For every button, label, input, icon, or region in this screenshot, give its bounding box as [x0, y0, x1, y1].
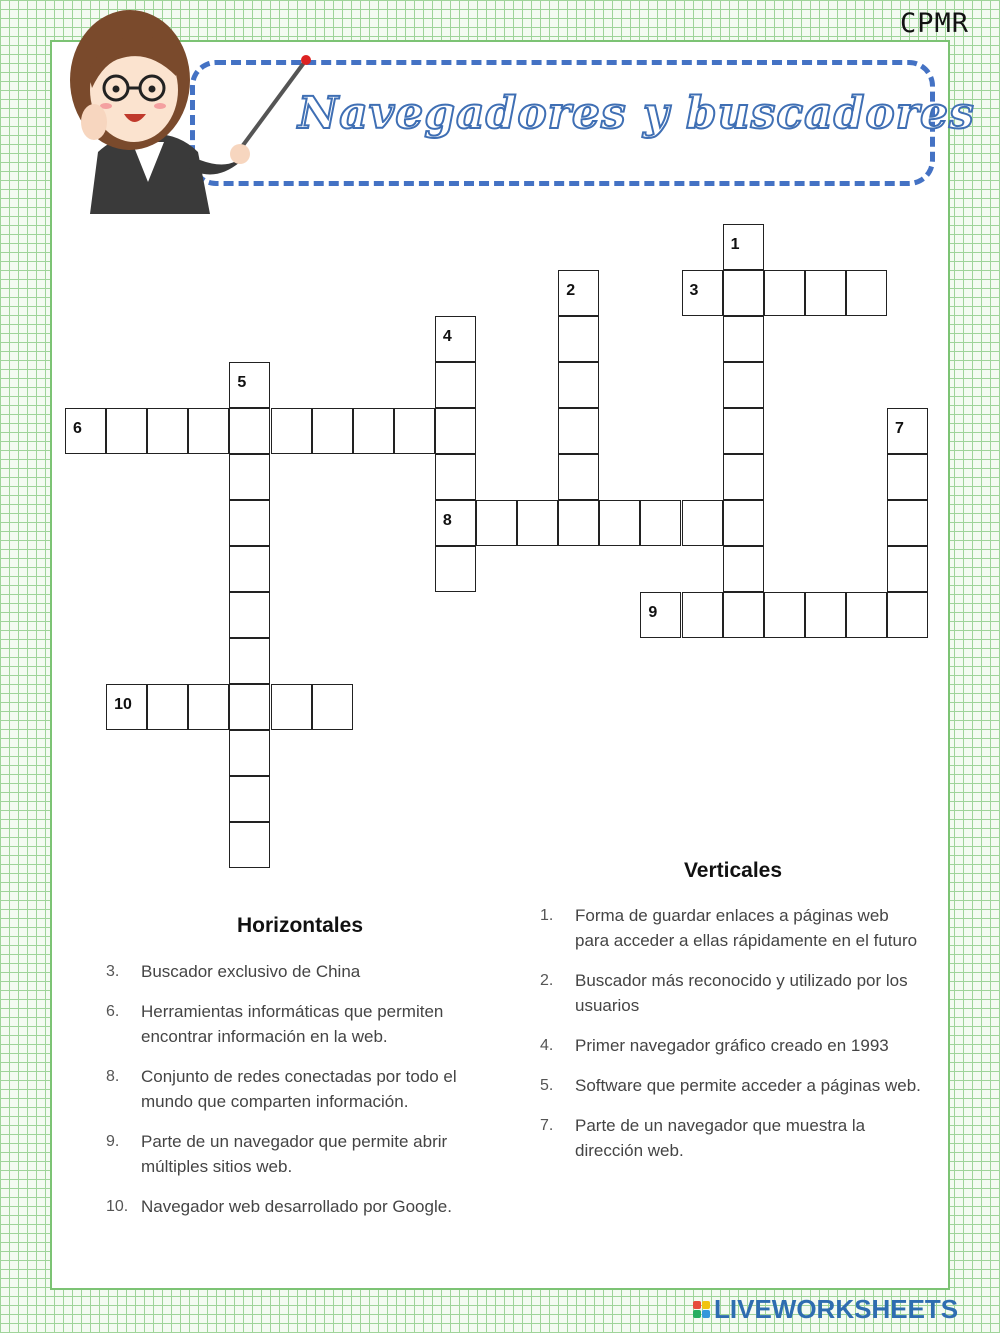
horizontal-clue: [106, 999, 501, 1049]
crossword-cell[interactable]: [229, 776, 270, 822]
clue-number: 4.: [540, 1037, 554, 1054]
horizontales-heading: Horizontales: [236, 914, 364, 937]
crossword-cell[interactable]: [764, 592, 805, 638]
clue-number: 1.: [540, 907, 554, 924]
crossword-cell[interactable]: [229, 822, 270, 868]
crossword-cell[interactable]: [312, 684, 353, 730]
horizontal-clue: [106, 1129, 501, 1179]
crossword-cell[interactable]: [682, 500, 723, 546]
vertical-clue: [540, 903, 925, 953]
clue-text: Forma de guardar enlaces a páginas web para acceder a ellas rápidamente en el futuro: [575, 906, 918, 950]
vertical-clue: [540, 1033, 925, 1058]
clue-number: 10.: [106, 1198, 129, 1215]
crossword-cell[interactable]: [147, 408, 188, 454]
horizontal-clue-list: [106, 959, 501, 1234]
liveworksheets-logo: [693, 1294, 958, 1325]
clue-text: Buscador exclusivo de China: [141, 962, 361, 981]
teacher-illustration: [60, 2, 330, 214]
crossword-cell[interactable]: [682, 592, 723, 638]
vertical-clue: [540, 968, 925, 1018]
clue-number: 9.: [106, 1133, 120, 1150]
clue-number-seven: 7: [895, 420, 904, 437]
crossword-cell[interactable]: [846, 592, 887, 638]
crossword-cell[interactable]: [394, 408, 435, 454]
crossword-cell[interactable]: [517, 500, 558, 546]
crossword-cell[interactable]: [229, 592, 270, 638]
crossword-cell[interactable]: [887, 500, 928, 546]
crossword-cell[interactable]: [682, 270, 723, 316]
crossword-cell[interactable]: [640, 592, 681, 638]
corner-label: CPMR: [900, 8, 970, 39]
clue-text: Buscador más reconocido y utilizado por los usuarios: [575, 971, 908, 1015]
crossword-cell[interactable]: [558, 362, 599, 408]
crossword-cell[interactable]: [435, 546, 476, 592]
horizontal-clue: [106, 1064, 501, 1114]
crossword-cell[interactable]: [188, 684, 229, 730]
crossword-cell[interactable]: [229, 454, 270, 500]
clue-number-two: 2: [566, 282, 576, 299]
crossword-cell[interactable]: [229, 408, 270, 454]
crossword-cell[interactable]: [723, 500, 764, 546]
crossword-cell[interactable]: [229, 546, 270, 592]
crossword-cell[interactable]: [558, 316, 599, 362]
crossword-cell[interactable]: [887, 546, 928, 592]
crossword-cell[interactable]: [435, 362, 476, 408]
crossword-cell[interactable]: [65, 408, 106, 454]
clue-text: Parte de un navegador que permite abrir múltiples sitios web.: [141, 1132, 448, 1176]
logo-text: LIVEWORKSHEETS: [714, 1294, 959, 1324]
crossword-cell[interactable]: [353, 408, 394, 454]
clue-number: 8.: [106, 1068, 120, 1085]
crossword-cell[interactable]: [229, 362, 270, 408]
clue-number-nine: 9: [648, 604, 658, 621]
crossword-cell[interactable]: [476, 500, 517, 546]
clue-number-three: 3: [689, 282, 699, 299]
verticales-heading: Verticales: [683, 859, 783, 882]
clue-number: 5.: [540, 1077, 554, 1094]
crossword-cell[interactable]: [435, 500, 476, 546]
crossword-cell[interactable]: [723, 408, 764, 454]
crossword-cell[interactable]: [640, 500, 681, 546]
crossword-cell[interactable]: [846, 270, 887, 316]
crossword-cell[interactable]: [887, 592, 928, 638]
crossword-cell[interactable]: [723, 592, 764, 638]
crossword-cell[interactable]: [312, 408, 353, 454]
page-title: Navegadores y buscadores: [298, 88, 975, 139]
clue-number-five: 5: [237, 374, 247, 391]
crossword-cell[interactable]: [106, 684, 147, 730]
crossword-cell[interactable]: [723, 270, 764, 316]
crossword-cell[interactable]: [229, 730, 270, 776]
horizontal-clue: [106, 959, 501, 984]
clue-number-eight: 8: [442, 512, 452, 529]
horizontal-clue: [106, 1194, 501, 1219]
crossword-cell[interactable]: [558, 270, 599, 316]
crossword-cell[interactable]: [188, 408, 229, 454]
crossword-cell[interactable]: [147, 684, 188, 730]
crossword-cell[interactable]: [887, 408, 928, 454]
crossword-cell[interactable]: [106, 408, 147, 454]
crossword-cell[interactable]: [887, 454, 928, 500]
clue-number: 3.: [106, 963, 120, 980]
clue-number-six: 6: [73, 420, 82, 437]
crossword-cell[interactable]: [271, 684, 312, 730]
clue-text: Software que permite acceder a páginas web.: [575, 1076, 921, 1095]
clue-number-four: 4: [442, 328, 452, 345]
crossword-cell[interactable]: [805, 270, 846, 316]
crossword-cell[interactable]: [723, 362, 764, 408]
crossword-cell[interactable]: [558, 454, 599, 500]
crossword-cell[interactable]: [764, 270, 805, 316]
vertical-clue: [540, 1073, 925, 1098]
crossword-cell[interactable]: [723, 454, 764, 500]
clue-number-ten: 10: [114, 696, 132, 713]
crossword-cell[interactable]: [723, 546, 764, 592]
vertical-clue: [540, 1113, 925, 1163]
vertical-clue-list: [540, 903, 925, 1178]
crossword-cell[interactable]: [435, 316, 476, 362]
crossword-cell[interactable]: [558, 500, 599, 546]
crossword-cell[interactable]: [271, 408, 312, 454]
clue-number: 6.: [106, 1003, 120, 1020]
clue-text: Primer navegador gráfico creado en 1993: [575, 1036, 889, 1055]
clue-text: Navegador web desarrollado por Google.: [141, 1197, 452, 1216]
crossword-cell[interactable]: [435, 408, 476, 454]
clue-text: Conjunto de redes conectadas por todo el mundo que comparten información.: [141, 1067, 457, 1111]
crossword-cell[interactable]: [229, 684, 270, 730]
clue-number-one: 1: [730, 236, 740, 253]
crossword-cell[interactable]: [435, 454, 476, 500]
clue-text: Parte de un navegador que muestra la dirección web.: [575, 1116, 866, 1160]
crossword-cell[interactable]: [229, 638, 270, 684]
crossword-cell[interactable]: [229, 500, 270, 546]
clue-text: Herramientas informáticas que permiten encontrar información en la web.: [141, 1002, 444, 1046]
clue-number: 7.: [540, 1117, 554, 1134]
crossword-cell[interactable]: [558, 408, 599, 454]
clue-number: 2.: [540, 972, 554, 989]
crossword-cell[interactable]: [723, 224, 764, 270]
crossword-cell[interactable]: [599, 500, 640, 546]
crossword-cell[interactable]: [723, 316, 764, 362]
crossword-cell[interactable]: [805, 592, 846, 638]
logo-icon: [693, 1301, 710, 1318]
